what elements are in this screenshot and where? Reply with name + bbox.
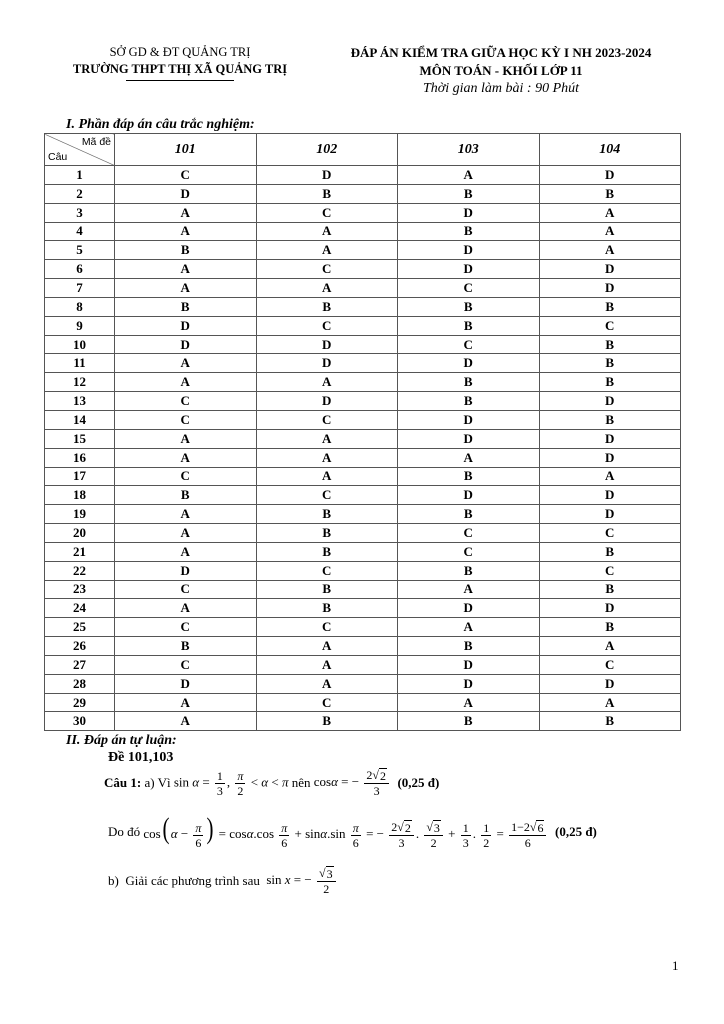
- question-number-cell: 22: [45, 561, 115, 580]
- table-row: [45, 599, 681, 618]
- school-name: TRƯỜNG THPT THỊ XÃ QUẢNG TRỊ: [72, 62, 288, 76]
- answer-cell: B: [539, 184, 681, 203]
- answer-cell: A: [115, 260, 257, 279]
- answer-cell: C: [256, 486, 398, 505]
- answer-cell: A: [115, 542, 257, 561]
- answer-cell: B: [398, 373, 540, 392]
- answer-cell: D: [256, 335, 398, 354]
- question-number-cell: 11: [45, 354, 115, 373]
- question-number-cell: 30: [45, 712, 115, 731]
- answer-cell: A: [115, 279, 257, 298]
- answer-cell: D: [398, 674, 540, 693]
- answer-cell: A: [115, 693, 257, 712]
- question-number-cell: 12: [45, 373, 115, 392]
- question-number-cell: 27: [45, 655, 115, 674]
- answer-cell: D: [539, 505, 681, 524]
- answer-cell: B: [398, 392, 540, 411]
- answer-cell: B: [539, 542, 681, 561]
- answer-cell: B: [539, 373, 681, 392]
- question-number-cell: 6: [45, 260, 115, 279]
- answer-cell: C: [539, 561, 681, 580]
- question-number-cell: 29: [45, 693, 115, 712]
- table-row: [45, 184, 681, 203]
- answer-cell: C: [256, 316, 398, 335]
- page-number: 1: [672, 958, 679, 973]
- answer-cell: D: [398, 410, 540, 429]
- answer-cell: A: [256, 448, 398, 467]
- question-number-cell: 25: [45, 618, 115, 637]
- question-number-cell: 9: [45, 316, 115, 335]
- answer-cell: C: [115, 392, 257, 411]
- header-underline: [126, 80, 234, 81]
- table-row: [45, 618, 681, 637]
- answer-cell: A: [539, 241, 681, 260]
- answer-cell: C: [256, 618, 398, 637]
- table-row: [45, 429, 681, 448]
- table-row: [45, 448, 681, 467]
- do-do-label: Do đó: [108, 824, 141, 839]
- score-label: (0,25 đ): [554, 824, 597, 839]
- question-number-cell: 15: [45, 429, 115, 448]
- answer-cell: D: [539, 392, 681, 411]
- table-row: [45, 279, 681, 298]
- answer-cell: A: [256, 279, 398, 298]
- table-row: [45, 505, 681, 524]
- table-row: [45, 486, 681, 505]
- answer-cell: C: [115, 655, 257, 674]
- question-number-cell: 7: [45, 279, 115, 298]
- answer-cell: B: [398, 222, 540, 241]
- table-row: [45, 561, 681, 580]
- answer-cell: A: [115, 429, 257, 448]
- answer-cell: A: [256, 637, 398, 656]
- answer-table-body: [45, 166, 681, 731]
- answer-cell: A: [398, 166, 540, 185]
- table-corner-cell: [45, 134, 115, 166]
- table-row: [45, 241, 681, 260]
- question-number-cell: 26: [45, 637, 115, 656]
- table-row: [45, 637, 681, 656]
- table-row: [45, 335, 681, 354]
- answer-cell: A: [115, 203, 257, 222]
- answer-cell: B: [115, 486, 257, 505]
- sin-alpha-formula: sin α = $\frac{1}{3}$ , $\frac{\pi}{2}$ < α < π: [173, 768, 289, 798]
- answer-cell: B: [256, 580, 398, 599]
- answer-cell: B: [539, 297, 681, 316]
- question-number-cell: 21: [45, 542, 115, 561]
- answer-cell: B: [539, 410, 681, 429]
- table-row: [45, 260, 681, 279]
- answer-cell: A: [398, 693, 540, 712]
- answer-cell: A: [398, 618, 540, 637]
- answer-cell: B: [539, 712, 681, 731]
- answer-cell: A: [256, 241, 398, 260]
- exam-code-header: 103: [398, 134, 540, 166]
- answer-cell: D: [539, 166, 681, 185]
- question-label: Câu 1:: [104, 775, 142, 790]
- question-number-cell: 10: [45, 335, 115, 354]
- answer-cell: A: [398, 448, 540, 467]
- table-row: [45, 674, 681, 693]
- exam-codes-label: Đề 101,103: [108, 750, 174, 765]
- answer-table-header: [45, 134, 681, 166]
- answer-cell: C: [398, 524, 540, 543]
- answer-cell: B: [398, 316, 540, 335]
- question-number-cell: 20: [45, 524, 115, 543]
- table-row: [45, 712, 681, 731]
- question-number-cell: 14: [45, 410, 115, 429]
- answer-cell: B: [256, 542, 398, 561]
- answer-cell: A: [115, 373, 257, 392]
- answer-cell: D: [539, 448, 681, 467]
- answer-cell: C: [115, 467, 257, 486]
- cau1-a-prefix: a) Vì: [144, 775, 171, 790]
- document-title: ĐÁP ÁN KIỂM TRA GIỮA HỌC KỲ I NH 2023-2024: [350, 45, 652, 60]
- table-row: [45, 203, 681, 222]
- answer-cell: A: [539, 203, 681, 222]
- answer-cell: C: [256, 693, 398, 712]
- answer-cell: B: [398, 505, 540, 524]
- answer-cell: C: [398, 279, 540, 298]
- answer-cell: B: [256, 712, 398, 731]
- answer-cell: C: [539, 655, 681, 674]
- answer-cell: D: [539, 674, 681, 693]
- answer-cell: C: [115, 410, 257, 429]
- answer-cell: B: [539, 354, 681, 373]
- cau1-b-prefix: b): [108, 873, 119, 888]
- answer-cell: B: [115, 241, 257, 260]
- question-number-cell: 8: [45, 297, 115, 316]
- question-number-cell: 16: [45, 448, 115, 467]
- answer-cell: C: [115, 618, 257, 637]
- cos-difference-formula: cos( α − $\frac{\pi}{6}$ ) = cosα.cos $\frac{\pi}{6}$ + sinα.sin $\frac{\pi}{6}$ = − 2 √ 2 3 . √ 3 2 + $\frac{1}{3}$ . $\frac{1}{2}$ = 1−2 √ 6 6: [143, 814, 548, 850]
- answer-cell: D: [256, 354, 398, 373]
- answer-cell: D: [398, 241, 540, 260]
- corner-label-code: Mã đề: [81, 136, 111, 148]
- answer-cell: B: [256, 297, 398, 316]
- answer-cell: D: [398, 429, 540, 448]
- subject-line: MÔN TOÁN - KHỐI LỚP 11: [419, 63, 583, 78]
- section-1-title: I. Phần đáp án câu trắc nghiệm:: [66, 117, 255, 132]
- answer-cell: A: [539, 637, 681, 656]
- question-number-cell: 3: [45, 203, 115, 222]
- score-label: (0,25 đ): [397, 775, 440, 790]
- answer-cell: D: [398, 354, 540, 373]
- question-number-cell: 2: [45, 184, 115, 203]
- answer-cell: D: [256, 166, 398, 185]
- answer-cell: B: [398, 637, 540, 656]
- table-row: [45, 542, 681, 561]
- question-number-cell: 5: [45, 241, 115, 260]
- cau1-do-do-line: [108, 814, 597, 850]
- answer-cell: A: [115, 354, 257, 373]
- corner-label-question: Câu: [48, 151, 68, 163]
- answer-cell: D: [539, 429, 681, 448]
- table-row: [45, 524, 681, 543]
- answer-cell: C: [398, 335, 540, 354]
- answer-cell: C: [256, 561, 398, 580]
- answer-cell: A: [539, 467, 681, 486]
- exam-code-header: 102: [256, 134, 398, 166]
- exam-code-header: 104: [539, 134, 681, 166]
- answer-cell: A: [398, 580, 540, 599]
- answer-cell: B: [398, 297, 540, 316]
- answer-cell: C: [256, 410, 398, 429]
- table-row: [45, 166, 681, 185]
- question-number-cell: 17: [45, 467, 115, 486]
- table-row: [45, 693, 681, 712]
- table-row: [45, 316, 681, 335]
- answer-cell: C: [256, 260, 398, 279]
- answer-cell: C: [115, 166, 257, 185]
- question-number-cell: 18: [45, 486, 115, 505]
- table-row: [45, 580, 681, 599]
- answer-cell: A: [256, 674, 398, 693]
- answer-cell: D: [256, 392, 398, 411]
- answer-cell: C: [115, 580, 257, 599]
- answer-cell: B: [256, 524, 398, 543]
- table-row: [45, 222, 681, 241]
- question-number-cell: 19: [45, 505, 115, 524]
- section-2-title: II. Đáp án tự luận:: [66, 733, 177, 748]
- answer-cell: A: [115, 599, 257, 618]
- answer-cell: A: [115, 222, 257, 241]
- cau1-a-line: [104, 768, 439, 798]
- answer-cell: D: [398, 486, 540, 505]
- question-number-cell: 28: [45, 674, 115, 693]
- department-name: SỞ GD & ĐT QUẢNG TRỊ: [109, 45, 251, 59]
- cos-alpha-formula: cosα = − 2 √ 2 3: [314, 768, 391, 798]
- answer-cell: B: [398, 184, 540, 203]
- answer-cell: D: [539, 260, 681, 279]
- answer-cell: B: [115, 637, 257, 656]
- answer-cell: D: [115, 335, 257, 354]
- question-number-cell: 13: [45, 392, 115, 411]
- answer-cell: B: [539, 335, 681, 354]
- answer-table: [44, 133, 681, 731]
- answer-cell: B: [256, 505, 398, 524]
- answer-cell: A: [115, 712, 257, 731]
- table-row: [45, 467, 681, 486]
- answer-cell: D: [398, 655, 540, 674]
- answer-cell: A: [115, 505, 257, 524]
- answer-cell: D: [115, 561, 257, 580]
- answer-cell: A: [256, 429, 398, 448]
- table-row: [45, 297, 681, 316]
- cau1-b-text: Giải các phương trình sau: [125, 873, 260, 888]
- question-number-cell: 4: [45, 222, 115, 241]
- answer-cell: A: [256, 655, 398, 674]
- table-row: [45, 392, 681, 411]
- answer-cell: B: [539, 618, 681, 637]
- table-row: [45, 354, 681, 373]
- answer-cell: A: [256, 467, 398, 486]
- answer-cell: D: [539, 279, 681, 298]
- answer-cell: A: [115, 524, 257, 543]
- answer-cell: A: [256, 222, 398, 241]
- answer-cell: A: [115, 448, 257, 467]
- answer-cell: D: [539, 599, 681, 618]
- question-number-cell: 1: [45, 166, 115, 185]
- answer-cell: B: [256, 184, 398, 203]
- answer-cell: B: [398, 712, 540, 731]
- answer-cell: D: [539, 486, 681, 505]
- answer-cell: D: [398, 260, 540, 279]
- table-row: [45, 655, 681, 674]
- answer-cell: D: [115, 316, 257, 335]
- table-row: [45, 373, 681, 392]
- answer-cell: C: [256, 203, 398, 222]
- answer-cell: D: [115, 674, 257, 693]
- answer-cell: D: [115, 184, 257, 203]
- cau1-b-line: [108, 866, 338, 896]
- answer-cell: C: [398, 542, 540, 561]
- answer-cell: B: [539, 580, 681, 599]
- answer-cell: B: [398, 467, 540, 486]
- answer-cell: D: [398, 203, 540, 222]
- header-left: [40, 44, 320, 81]
- answer-cell: C: [539, 316, 681, 335]
- sin-x-equation: sin x = − √ 3 2: [266, 866, 337, 896]
- answer-cell: B: [256, 599, 398, 618]
- answer-cell: D: [398, 599, 540, 618]
- cau1-a-connector: nên: [291, 775, 311, 790]
- answer-cell: A: [256, 373, 398, 392]
- answer-cell: A: [539, 222, 681, 241]
- question-number-cell: 24: [45, 599, 115, 618]
- answer-cell: B: [115, 297, 257, 316]
- time-limit: Thời gian làm bài : 90 Phút: [422, 81, 580, 96]
- question-number-cell: 23: [45, 580, 115, 599]
- answer-cell: B: [398, 561, 540, 580]
- exam-code-header: 101: [115, 134, 257, 166]
- header-right: [318, 44, 684, 98]
- answer-cell: C: [539, 524, 681, 543]
- table-row: [45, 410, 681, 429]
- answer-cell: A: [539, 693, 681, 712]
